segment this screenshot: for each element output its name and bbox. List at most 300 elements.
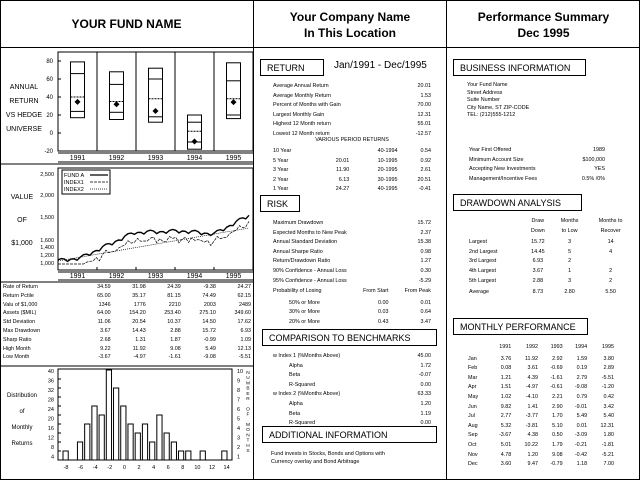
stat-value: 2.88 bbox=[170, 327, 181, 334]
table-cell: -0.79 bbox=[550, 461, 563, 468]
table-cell: 63.33 bbox=[417, 391, 431, 398]
table-cell: -3.81 bbox=[525, 422, 539, 429]
chart3-rtick: 3 bbox=[237, 435, 241, 442]
box-whisker bbox=[227, 63, 241, 119]
column-divider bbox=[446, 0, 447, 480]
table-cell: 20% or More bbox=[289, 318, 320, 325]
table-cell: 0.30 bbox=[420, 267, 431, 274]
table-cell: -0.07 bbox=[418, 372, 431, 379]
table-cell: Months bbox=[560, 218, 579, 224]
chart3-xtick: 0 bbox=[122, 465, 126, 471]
chart2-ylabel: OF bbox=[17, 217, 27, 224]
histogram-bar bbox=[92, 406, 97, 460]
table-row bbox=[273, 102, 431, 110]
table-cell: 1.20 bbox=[527, 451, 539, 458]
table-cell: 1993 bbox=[550, 344, 563, 350]
stat-value: 11.92 bbox=[132, 345, 146, 352]
table-cell: -0.42 bbox=[574, 451, 588, 458]
table-cell: 8.73 bbox=[532, 289, 544, 296]
histogram-bar bbox=[222, 451, 227, 460]
table-cell: -1.81 bbox=[601, 441, 614, 448]
table-cell: -3.77 bbox=[525, 413, 539, 420]
table-cell: 1.72 bbox=[420, 362, 431, 369]
chart3-ytick: 36 bbox=[47, 378, 54, 385]
histogram-bar bbox=[178, 451, 183, 460]
table-row bbox=[273, 319, 431, 327]
table-cell: 10.22 bbox=[524, 441, 539, 448]
chart2-ytick: 1,200 bbox=[40, 253, 54, 259]
table-row bbox=[3, 336, 251, 345]
stat-value: 9.22 bbox=[100, 345, 111, 352]
chart1-ytick: 40 bbox=[46, 95, 53, 101]
risk-stats bbox=[271, 218, 433, 287]
table-row bbox=[468, 365, 614, 373]
table-row bbox=[273, 411, 431, 419]
chart3-ytick: 20 bbox=[47, 416, 54, 423]
table-cell: 5.50 bbox=[605, 289, 616, 296]
chart3-xtick: -8 bbox=[63, 465, 69, 471]
index2-line bbox=[58, 228, 249, 261]
return-stats bbox=[271, 81, 433, 141]
table-cell: 1.18 bbox=[576, 461, 588, 468]
stat-value: 5.49 bbox=[205, 345, 216, 352]
table-row bbox=[469, 249, 633, 257]
table-cell: 2.77 bbox=[500, 413, 512, 420]
table-cell: 2.37 bbox=[420, 229, 431, 236]
table-cell: 0.08 bbox=[500, 365, 512, 372]
table-cell: Mar bbox=[468, 374, 478, 381]
legend-label: FUND A bbox=[64, 173, 85, 179]
chart1-ylabel: ANNUAL bbox=[9, 84, 39, 91]
year-label: 1994 bbox=[186, 273, 203, 280]
table-cell: 0.79 bbox=[576, 393, 588, 400]
chart3-ytick: 8 bbox=[50, 445, 54, 451]
chart2-ytick: 1,400 bbox=[40, 245, 54, 251]
address-line: Suite Number bbox=[467, 97, 500, 104]
benchmark-table bbox=[271, 351, 433, 430]
stat-value: -3.67 bbox=[98, 354, 111, 361]
table-row bbox=[3, 301, 251, 310]
stat-value: 31.98 bbox=[132, 284, 146, 290]
table-row bbox=[468, 384, 614, 392]
table-cell: 3.42 bbox=[603, 403, 614, 410]
table-cell: 4 bbox=[609, 248, 613, 255]
histogram-bar bbox=[142, 424, 147, 460]
table-row bbox=[3, 292, 251, 301]
table-cell: -0.69 bbox=[550, 365, 563, 372]
table-row bbox=[273, 158, 431, 166]
chart3-rlabel-char: B bbox=[246, 386, 250, 392]
table-cell: 0.98 bbox=[420, 248, 431, 255]
histogram-bar bbox=[99, 415, 104, 460]
table-cell: Alpha bbox=[289, 362, 303, 369]
table-cell: Feb bbox=[468, 365, 478, 372]
chart3-xtick: 14 bbox=[223, 465, 230, 471]
table-row bbox=[273, 382, 431, 390]
probability-table bbox=[271, 286, 433, 328]
stat-value: -5.51 bbox=[238, 354, 251, 361]
monthly-table bbox=[466, 342, 616, 471]
table-cell: 3 bbox=[568, 277, 572, 284]
table-cell: 11.90 bbox=[336, 167, 350, 174]
chart1-ytick: -20 bbox=[44, 149, 53, 155]
table-cell: 70.00 bbox=[417, 102, 431, 109]
table-row bbox=[273, 391, 431, 399]
table-cell: 1.51 bbox=[500, 384, 512, 391]
table-row bbox=[273, 268, 431, 276]
table-cell: 9.08 bbox=[552, 451, 563, 458]
histogram-bar bbox=[85, 424, 90, 460]
table-cell: 0.03 bbox=[378, 309, 389, 316]
table-cell: 4.78 bbox=[500, 451, 512, 458]
stat-value: 2210 bbox=[168, 301, 181, 308]
stat-value: -1.61 bbox=[168, 354, 181, 361]
table-cell: Largest bbox=[469, 239, 487, 246]
year-label: 1991 bbox=[69, 155, 86, 162]
stat-value: 1.87 bbox=[170, 336, 181, 343]
table-row bbox=[468, 432, 614, 440]
stat-value: -0.99 bbox=[203, 336, 216, 343]
table-cell bbox=[469, 218, 523, 226]
table-row bbox=[273, 278, 431, 286]
table-cell: 14 bbox=[607, 239, 614, 246]
table-cell: Average Monthly Return bbox=[273, 92, 332, 99]
table-cell: Lowest 12 Month return bbox=[273, 130, 330, 137]
fund-name-title: YOUR FUND NAME bbox=[71, 17, 182, 31]
table-cell: Alpha bbox=[289, 400, 303, 407]
table-cell: 1991 bbox=[499, 344, 512, 350]
risk-box: RISK bbox=[260, 195, 300, 212]
table-cell: 6.13 bbox=[338, 176, 350, 183]
stat-label: Max Drawdown bbox=[3, 327, 41, 334]
stat-value: 2003 bbox=[203, 301, 216, 308]
chart3-ylabel: of bbox=[19, 409, 25, 415]
table-row bbox=[468, 344, 614, 352]
additional-box: ADDITIONAL INFORMATION bbox=[262, 426, 437, 443]
histogram-bar bbox=[135, 433, 140, 460]
table-cell: From Peak bbox=[404, 288, 431, 294]
table-cell: 3.80 bbox=[603, 355, 614, 362]
table-cell: -4.10 bbox=[525, 393, 539, 400]
chart2-ylabel: VALUE bbox=[10, 194, 34, 201]
table-row bbox=[469, 166, 605, 174]
table-row bbox=[3, 353, 251, 362]
chart3-ylabel: Returns bbox=[11, 441, 33, 447]
table-cell: 1.02 bbox=[500, 393, 512, 400]
chart3-rlabel-char: U bbox=[246, 376, 250, 382]
chart3-rtick: 8 bbox=[237, 388, 241, 394]
table-cell: 2.21 bbox=[552, 393, 563, 400]
address-line: Street Address bbox=[467, 89, 503, 96]
stat-label: Sharp Ratio bbox=[3, 336, 32, 343]
table-cell: Apr bbox=[468, 384, 477, 391]
table-cell: 15.72 bbox=[531, 239, 545, 246]
table-cell: 1989 bbox=[593, 147, 605, 153]
table-cell: Beta bbox=[289, 372, 301, 379]
chart3-ytick: 12 bbox=[47, 435, 54, 442]
left-charts bbox=[0, 47, 253, 480]
table-cell: 5.40 bbox=[603, 413, 614, 420]
table-cell: Oct bbox=[468, 441, 477, 448]
chart1-ylabel: RETURN bbox=[9, 98, 39, 105]
table-row bbox=[469, 147, 605, 155]
table-row bbox=[273, 258, 431, 266]
table-cell: Beta bbox=[289, 410, 301, 417]
table-row bbox=[469, 239, 633, 247]
chart3-ytick: 16 bbox=[47, 426, 54, 432]
table-cell: 5 Year bbox=[273, 157, 289, 164]
table-cell: R-Squared bbox=[289, 381, 316, 388]
summary-title: Performance Summary bbox=[477, 10, 610, 24]
table-cell: Percent of Months with Gain bbox=[273, 102, 341, 109]
stat-value: 64.00 bbox=[97, 310, 111, 317]
table-cell: 2.79 bbox=[576, 374, 588, 381]
table-row bbox=[273, 230, 431, 238]
chart1-ylabel: UNIVERSE bbox=[6, 126, 42, 133]
stat-value: 9.08 bbox=[170, 345, 181, 352]
table-cell: -1.61 bbox=[550, 374, 563, 381]
table-cell: Down bbox=[530, 227, 545, 234]
stat-label: Rate of Return bbox=[3, 284, 39, 290]
table-cell: w Index 2 (%Months Above) bbox=[273, 391, 341, 398]
table-cell: 20.01 bbox=[417, 83, 431, 89]
table-cell bbox=[588, 258, 633, 266]
additional-text-2: Currency overlay and Bond Arbitrage bbox=[271, 459, 360, 465]
table-row bbox=[273, 186, 431, 194]
table-cell: 15.38 bbox=[417, 239, 431, 246]
chart3-rlabel-char: T bbox=[246, 438, 250, 444]
table-cell: Minimum Account Size bbox=[469, 156, 524, 163]
chart1-ytick: 20 bbox=[46, 113, 53, 119]
monthly-box: MONTHLY PERFORMANCE bbox=[453, 318, 588, 335]
table-cell: -12.57 bbox=[415, 130, 431, 137]
table-cell: 0.00 bbox=[420, 381, 431, 388]
year-label: 1993 bbox=[147, 155, 164, 162]
table-cell: 2 bbox=[609, 277, 613, 284]
benchmark-box: COMPARISON TO BENCHMARKS bbox=[262, 329, 437, 346]
chart3-ytick: 28 bbox=[47, 397, 54, 404]
table-row bbox=[469, 176, 605, 184]
chart1-ytick: 0 bbox=[49, 131, 53, 137]
table-cell: -9.01 bbox=[574, 403, 588, 410]
table-cell: Accepting New Investments bbox=[469, 166, 536, 173]
table-cell: 0.00 bbox=[378, 299, 389, 306]
stat-value: 34.59 bbox=[97, 284, 111, 290]
chart1-ylabel: VS HEDGE bbox=[5, 112, 43, 119]
table-cell: Months to bbox=[598, 218, 623, 224]
table-row bbox=[468, 356, 614, 364]
table-cell: Highest 12 Month return bbox=[273, 121, 331, 128]
table-cell bbox=[318, 148, 350, 156]
chart3-ytick: 40 bbox=[47, 369, 54, 375]
table-cell: 2 bbox=[609, 267, 613, 274]
chart3-rlabel-char: H bbox=[246, 443, 250, 449]
table-row bbox=[273, 309, 431, 317]
stat-value: 349.60 bbox=[234, 310, 251, 317]
table-row bbox=[273, 249, 431, 257]
table-row bbox=[273, 112, 431, 120]
year-label: 1993 bbox=[147, 273, 164, 280]
chart3-rtick: 4 bbox=[237, 426, 241, 432]
table-row bbox=[3, 283, 251, 292]
stat-value: 15.72 bbox=[202, 327, 216, 334]
chart3-ytick: 4 bbox=[50, 454, 54, 461]
table-cell: Sep bbox=[468, 432, 478, 439]
column-divider bbox=[253, 0, 254, 480]
stat-value: 2.68 bbox=[100, 336, 111, 343]
table-cell: Year First Offered bbox=[469, 147, 512, 153]
table-cell: -1.20 bbox=[601, 384, 614, 391]
chart3-rtick: 10 bbox=[237, 369, 244, 375]
legend-label: INDEX2 bbox=[64, 187, 84, 193]
table-row bbox=[469, 258, 633, 266]
chart3-rtick: 1 bbox=[237, 454, 241, 461]
drawdown-box: DRAWDOWN ANALYSIS bbox=[453, 194, 582, 211]
table-cell: 0.19 bbox=[576, 365, 588, 372]
table-cell: to Low bbox=[561, 227, 578, 234]
stat-value: 24.27 bbox=[237, 284, 251, 290]
year-label: 1995 bbox=[225, 155, 242, 162]
table-cell: 9.82 bbox=[500, 403, 512, 410]
stat-value: 1.31 bbox=[135, 336, 146, 343]
chart3-xtick: 4 bbox=[152, 465, 156, 471]
chart3-rlabel-char: N bbox=[246, 371, 250, 376]
table-cell: 2.80 bbox=[564, 289, 575, 296]
table-row bbox=[468, 423, 614, 431]
chart3-rtick: 6 bbox=[237, 407, 241, 413]
table-cell: 1.80 bbox=[603, 432, 614, 439]
table-cell: Return/Drawdown Ratio bbox=[273, 258, 331, 265]
company-name: Your Company Name bbox=[289, 10, 411, 24]
stat-value: 20.54 bbox=[132, 319, 146, 326]
chart2-ytick: 2,000 bbox=[40, 193, 54, 199]
table-cell: 1992 bbox=[526, 344, 539, 350]
table-row bbox=[469, 218, 633, 226]
table-row bbox=[468, 394, 614, 402]
chart3-rlabel-char: M bbox=[246, 381, 250, 387]
summary-date: Dec 1995 bbox=[517, 26, 570, 40]
table-row bbox=[468, 375, 614, 383]
table-cell: 3.67 bbox=[532, 267, 544, 274]
table-row bbox=[468, 413, 614, 421]
table-cell: 0.01 bbox=[420, 299, 431, 306]
stat-value: 1346 bbox=[98, 301, 111, 308]
table-row bbox=[3, 309, 251, 318]
stat-value: 12.13 bbox=[237, 345, 251, 352]
histogram-bar bbox=[128, 424, 133, 460]
table-row bbox=[468, 452, 614, 460]
stat-label: High Month bbox=[3, 345, 31, 352]
table-cell: 4.39 bbox=[527, 374, 539, 381]
business-stats bbox=[467, 145, 607, 185]
table-cell: Dec bbox=[468, 461, 478, 468]
stat-value: 14.43 bbox=[132, 327, 146, 334]
table-cell: 3 bbox=[568, 239, 572, 246]
chart3-xtick: 10 bbox=[194, 465, 201, 471]
table-cell: 1995 bbox=[602, 344, 614, 350]
table-row bbox=[3, 327, 251, 336]
chart3-rlabel-char: F bbox=[246, 412, 250, 418]
year-label: 1995 bbox=[225, 273, 242, 280]
address-line: City Name, ST ZIP-CODE bbox=[467, 104, 530, 111]
table-cell: Jul bbox=[468, 413, 475, 420]
table-row bbox=[3, 345, 251, 354]
table-cell: 0.43 bbox=[378, 318, 389, 325]
table-cell: -4.97 bbox=[525, 384, 539, 391]
table-cell: 45.00 bbox=[417, 353, 431, 359]
table-cell: 15.72 bbox=[417, 220, 431, 226]
table-cell: 1 bbox=[568, 267, 572, 274]
stat-value: 10.37 bbox=[167, 319, 181, 326]
table-cell: 0.50 bbox=[552, 432, 563, 439]
chart2-ylabel: $1,000 bbox=[11, 240, 33, 247]
table-cell: 0.01 bbox=[576, 422, 588, 429]
chart3-rlabel-char: O bbox=[246, 428, 250, 434]
chart3-ytick: 24 bbox=[47, 407, 54, 413]
table-cell: 1.27 bbox=[420, 258, 431, 265]
histogram-bar bbox=[150, 442, 155, 460]
table-cell: 5 bbox=[568, 248, 572, 255]
stat-value: 81.15 bbox=[167, 292, 181, 299]
table-cell: 1.59 bbox=[576, 355, 588, 362]
chart3-ylabel: Distribution bbox=[6, 393, 38, 399]
stat-value: 11.06 bbox=[97, 319, 111, 326]
table-cell: 0.92 bbox=[420, 157, 431, 164]
table-cell: Annual Standard Deviation bbox=[273, 239, 338, 246]
table-cell: -5.21 bbox=[601, 451, 614, 458]
table-cell: 2.92 bbox=[552, 355, 563, 362]
table-cell: -3.09 bbox=[574, 432, 588, 439]
year-label: 1994 bbox=[186, 155, 203, 162]
table-cell: 1.19 bbox=[420, 410, 431, 417]
histogram-bar bbox=[171, 442, 176, 460]
table-row bbox=[273, 148, 431, 156]
address-line: TEL: (212)555-1212 bbox=[467, 112, 516, 119]
table-cell: $100,000 bbox=[582, 156, 605, 163]
histogram-bar bbox=[164, 433, 169, 460]
return-period: Jan/1991 - Dec/1995 bbox=[334, 60, 427, 71]
stat-value: -9.38 bbox=[203, 284, 216, 290]
histogram-bar bbox=[114, 388, 119, 460]
table-cell: 2.89 bbox=[603, 365, 614, 372]
table-cell: 30-1995 bbox=[377, 176, 398, 183]
table-cell: 40-1995 bbox=[377, 186, 398, 193]
histogram-bar bbox=[106, 370, 111, 460]
table-row bbox=[273, 93, 431, 101]
histogram-bar bbox=[200, 451, 205, 460]
table-cell: Jan bbox=[468, 355, 477, 362]
chart3-ylabel: Monthly bbox=[11, 425, 33, 431]
table-cell: 11.92 bbox=[524, 355, 539, 362]
table-cell: 1 Year bbox=[273, 186, 289, 193]
table-cell: 0.00 bbox=[420, 420, 431, 427]
chart3-xtick: -6 bbox=[78, 465, 84, 471]
table-row bbox=[468, 404, 614, 412]
various-returns bbox=[271, 146, 433, 196]
table-cell: 5.10 bbox=[552, 422, 563, 429]
table-cell: Nov bbox=[468, 451, 478, 458]
table-cell: Expected Months to New Peak bbox=[273, 229, 347, 236]
table-cell: Probability of Losing bbox=[273, 288, 322, 294]
table-cell: 12.31 bbox=[417, 111, 431, 118]
table-cell: 7.00 bbox=[603, 461, 614, 468]
table-cell: 12.31 bbox=[600, 422, 614, 429]
table-cell: 95% Confidence - Annual Loss bbox=[273, 277, 347, 284]
table-cell: 50% or More bbox=[289, 299, 320, 306]
table-cell: 14.45 bbox=[531, 248, 545, 255]
table-row bbox=[273, 239, 431, 247]
table-row bbox=[273, 353, 431, 361]
